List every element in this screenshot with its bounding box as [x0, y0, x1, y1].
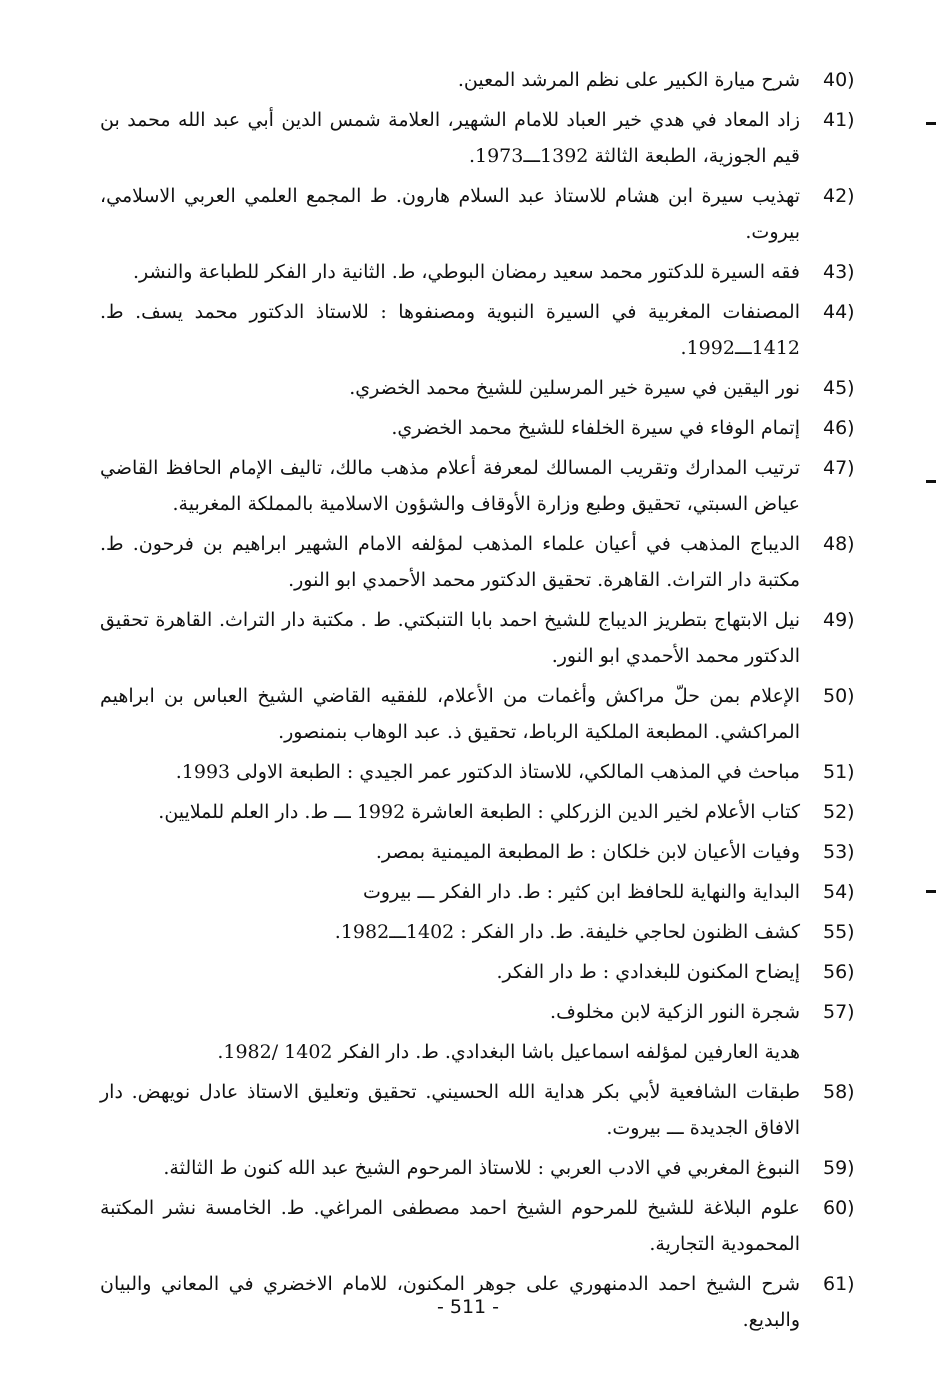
entry-number: 43) [823, 261, 855, 283]
bibliography-entry-text: كشف الظنون لحاجي خليفة. ط. دار الفكر : 1402ـــ1982. [334, 921, 800, 943]
entry-number: 50) [823, 685, 855, 707]
bibliography-entry-text: وفيات الأعيان لابن خلكان : ط المطبعة الميمنية بمصر. [375, 841, 800, 863]
entry-number: 52) [823, 801, 855, 823]
scan-margin-mark [926, 480, 936, 483]
bibliography-entry [100, 178, 878, 250]
bibliography-entry-text: ترتيب المدارك وتقريب المسالك لمعرفة أعلام مذهب مالك، تاليف الإمام الحافظ القاضي عياض السبتي، تحقيق وطبع وزارة الأوقاف والشؤون الاسلامية بالمملكة المغربية. [100, 457, 800, 515]
bibliography-entry [100, 1074, 878, 1146]
scan-margin-mark [926, 122, 936, 125]
entry-number: 61) [823, 1273, 855, 1295]
entry-number: 51) [823, 761, 855, 783]
bibliography-entry-text: البداية والنهاية للحافظ ابن كثير : ط. دار الفكر ـــ بيروت [362, 881, 800, 903]
entry-number: 53) [823, 841, 855, 863]
bibliography-entry-text: طبقات الشافعية لأبي بكر هداية الله الحسيني. تحقيق وتعليق الاستاذ عادل نويهض. دار الافاق الجديدة ـــ بيروت. [100, 1081, 800, 1139]
entry-number: 48) [823, 533, 855, 555]
bibliography-entry-text: شرح الشيخ احمد الدمنهوري على جوهر المكنون، للامام الاخضري في المعاني والبيان والبديع. [100, 1273, 800, 1331]
bibliography-entry-text: إتمام الوفاء في سيرة الخلفاء للشيخ محمد الخضري. [391, 417, 800, 439]
bibliography-entry [100, 254, 878, 290]
entry-number: 41) [823, 109, 855, 131]
entry-number: 46) [823, 417, 855, 439]
bibliography-entry-text: النبوغ المغربي في الادب العربي : للاستاذ المرحوم الشيخ عبد الله كنون ط الثالثة. [163, 1157, 800, 1179]
bibliography-entry [100, 410, 878, 446]
bibliography-entry-text: هدية العارفين لمؤلفه اسماعيل باشا البغدادي. ط. دار الفكر 1402 /1982. [217, 1041, 800, 1063]
bibliography-list [100, 62, 878, 1342]
bibliography-entry [100, 1190, 878, 1262]
bibliography-entry [100, 294, 878, 366]
bibliography-entry [100, 874, 878, 910]
entry-number: 42) [823, 185, 855, 207]
bibliography-entry [100, 914, 878, 950]
bibliography-entry-text: شجرة النور الزكية لابن مخلوف. [550, 1001, 800, 1023]
bibliography-entry [100, 994, 878, 1030]
entry-number: 60) [823, 1197, 855, 1219]
bibliography-entry-text: الإعلام بمن حلّ مراكش وأغمات من الأعلام، للفقيه القاضي الشيخ العباس بن ابراهيم المراكشي. المطبعة الملكية الرباط، تحقيق ذ. عبد الوهاب بنمنصور. [100, 685, 800, 743]
entry-number: 44) [823, 301, 855, 323]
bibliography-entry-text: شرح ميارة الكبير على نظم المرشد المعين. [457, 69, 800, 91]
bibliography-entry-text: زاد المعاد في هدي خير العباد للامام الشهير، العلامة شمس الدين أبي عبد الله محمد بن قيم الجوزية، الطبعة الثالثة 1392ـــ1973. [100, 109, 800, 167]
entry-number: 47) [823, 457, 855, 479]
bibliography-entry-text: كتاب الأعلام لخير الدين الزركلي : الطبعة العاشرة 1992 ـــ ط. دار العلم للملايين. [158, 801, 800, 823]
entry-number: 55) [823, 921, 855, 943]
bibliography-entry-text: إيضاح المكنون للبغدادي : ط دار الفكر. [496, 961, 800, 983]
bibliography-entry-text: علوم البلاغة للشيخ للمرحوم الشيخ احمد مصطفى المراغي. ط. الخامسة نشر المكتبة المحمودية التجارية. [100, 1197, 800, 1255]
bibliography-entry [100, 370, 878, 406]
bibliography-entry-text: نيل الابتهاج بتطريز الديباج للشيخ احمد بابا التنبكتي. ط . مكتبة دار التراث. القاهرة تحقيق الدكتور محمد الأحمدي ابو النور. [100, 609, 800, 667]
entry-number: 58) [823, 1081, 855, 1103]
entry-number: 45) [823, 377, 855, 399]
bibliography-entry [100, 954, 878, 990]
page-number: - 511 - [436, 1296, 500, 1318]
scan-margin-mark [926, 890, 936, 893]
bibliography-entry-text: الديباج المذهب في أعيان علماء المذهب لمؤلفه الامام الشهير ابراهيم بن فرحون. ط. مكتبة دار التراث. القاهرة. تحقيق الدكتور محمد الأحمدي ابو النور. [100, 533, 800, 591]
bibliography-entry [100, 794, 878, 830]
bibliography-entry-text: تهذيب سيرة ابن هشام للاستاذ عبد السلام هارون. ط المجمع العلمي العربي الاسلامي، بيروت. [100, 185, 800, 243]
bibliography-entry [100, 602, 878, 674]
bibliography-entry-text: مباحث في المذهب المالكي، للاستاذ الدكتور عمر الجيدي : الطبعة الاولى 1993. [175, 761, 800, 783]
bibliography-entry [100, 526, 878, 598]
bibliography-entry [100, 102, 878, 174]
bibliography-entry-text: نور اليقين في سيرة خير المرسلين للشيخ محمد الخضري. [349, 377, 800, 399]
bibliography-entry [100, 1150, 878, 1186]
entry-number: 57) [823, 1001, 855, 1023]
bibliography-entry-text: المصنفات المغربية في السيرة النبوية ومصنفوها : للاستاذ الدكتور محمد يسف. ط. 1412ـــ1992. [100, 301, 800, 359]
bibliography-entry-text: فقه السيرة للدكتور محمد سعيد رمضان البوطي، ط. الثانية دار الفكر للطباعة والنشر. [133, 261, 800, 283]
entry-number: 49) [823, 609, 855, 631]
entry-number: 59) [823, 1157, 855, 1179]
bibliography-entry [100, 834, 878, 870]
bibliography-entry [100, 450, 878, 522]
entry-number: 56) [823, 961, 855, 983]
bibliography-entry [100, 62, 878, 98]
entry-number: 40) [823, 69, 855, 91]
bibliography-entry [100, 754, 878, 790]
entry-number: 54) [823, 881, 855, 903]
bibliography-entry [100, 678, 878, 750]
